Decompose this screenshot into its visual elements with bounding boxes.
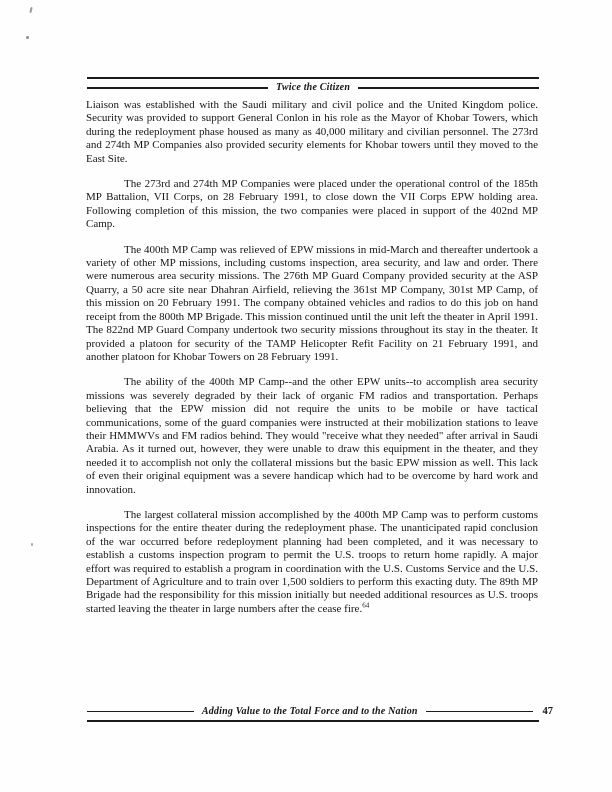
paragraph-1 [86, 99, 538, 166]
footer-title-row [87, 705, 553, 718]
paragraph-text: The 273rd and 274th MP Companies were placed under the operational control of the 185th MP Battalion, VII Corps, on 28 February 1991, to close down the VII Corps EPW holding area. Following completion of this mission, the two companies were placed in support of the 402nd MP Camp. [86, 178, 538, 231]
footer-left-rule [87, 711, 194, 713]
footnote-reference: 64 [362, 601, 370, 610]
paragraph-3 [86, 244, 538, 365]
running-header-title: Twice the Citizen [275, 82, 351, 93]
paragraph-2 [86, 178, 538, 232]
body-text [86, 99, 538, 628]
paragraph-text: The ability of the 400th MP Camp--and the other EPW units--to accomplish area security missions was severely degraded by their lack of organic FM radios and transportation. Perhaps believing that the EPW mission did not require the units to be mobile or have tactical communications, some of the guard companies were instructed at their mobilization stations to leave their HMMWVs and FM radios behind. They would "receive what they needed" after arrival in Saudi Arabia. As it turned out, however, they were unable to draw this equipment in the theater, and they needed it to accomplish not only the collateral missions but the basic EPW mission as well. This lack of even their original equipment was a severe handicap which had to be overcome by hard work and innovation. [86, 376, 538, 496]
header-top-rule [87, 77, 539, 79]
footer-bottom-rule [87, 720, 539, 722]
paragraph-text: The 400th MP Camp was relieved of EPW missions in mid-March and thereafter undertook a variety of other MP missions, including customs inspection, area security, and law and order. There were numerous area security missions. The 276th MP Guard Company provided security at the ASP Quarry, a 50 acre site near Dhahran Airfield, relieving the 361st MP Company, 301st MP Camp, of this mission on 20 February 1991. The company obtained vehicles and radios to do this job on hand receipt from the 800th MP Brigade. This mission continued until the unit left the theater in April 1991. The 822nd MP Guard Company undertook two security missions throughout its stay in the theater. It provided a platoon for security of the TAMP Helicopter Refit Facility on 21 February 1991, and another platoon for Khobar Towers on 28 February 1991. [86, 243, 538, 363]
page-header [87, 77, 539, 95]
header-right-rule [358, 87, 539, 89]
scan-artifact [31, 543, 33, 546]
paragraph-4 [86, 376, 538, 497]
running-footer-title: Adding Value to the Total Force and to the Nation [201, 705, 418, 717]
paragraph-5 [86, 509, 538, 616]
scan-artifact [29, 7, 32, 13]
paragraph-text: Liaison was established with the Saudi military and civil police and the United Kingdom police. Security was provided to support General Conlon in his role as the Mayor of Khobar Towers, which during the redeployment phase housed as many as 40,000 military and civilian personnel. The 273rd and 274th MP Companies also provided security elements for Khobar towers until they moved to the East Site. [86, 99, 538, 165]
scan-artifact [26, 36, 29, 39]
page-number: 47 [542, 705, 554, 717]
header-left-rule [87, 87, 268, 89]
header-title-row [87, 81, 539, 95]
footer-right-rule [426, 711, 533, 713]
paragraph-text: The largest collateral mission accomplished by the 400th MP Camp was to perform customs inspections for the entire theater during the redeployment phase. The unanticipated rapid conclusion of the war occurred before redeployment planning had been completed, and it was necessary to establish a customs inspection program to permit the U.S. troops to return home rapidly. A major effort was required to establish a program in coordination with the U.S. Customs Service and the U.S. Department of Agriculture and to train over 1,500 soldiers to perform this exacting duty. The 89th MP Brigade had the responsibility for this mission initially but needed additional resources as U.S. troops started leaving the theater in large numbers after the cease fire. [86, 508, 538, 615]
page-footer [87, 705, 553, 722]
